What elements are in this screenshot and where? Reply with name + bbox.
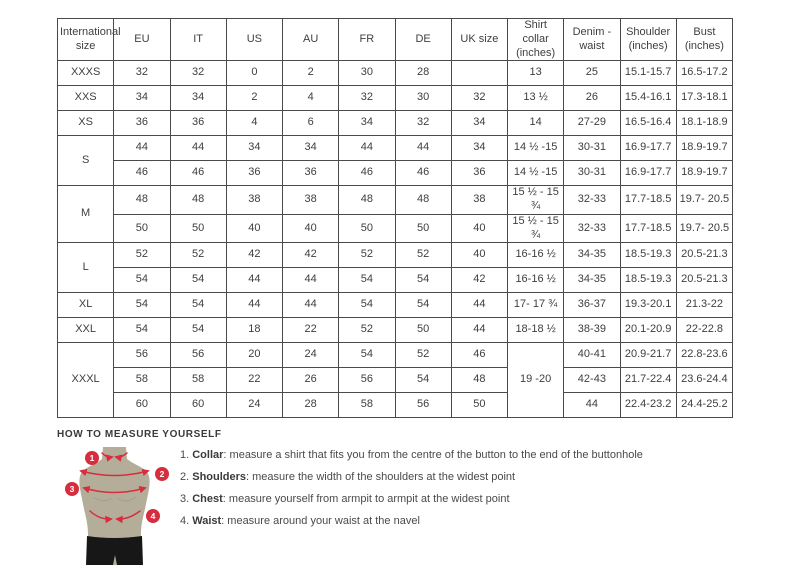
size-value-cell: 44	[114, 136, 170, 161]
size-value-cell: 17.7-18.5	[620, 214, 676, 243]
size-value-cell: 52	[395, 343, 451, 368]
size-value-cell: 30	[395, 86, 451, 111]
size-value-cell: 58	[339, 393, 395, 418]
figure-marker	[155, 467, 169, 481]
size-value-cell: 56	[339, 368, 395, 393]
size-value-cell: 48	[339, 186, 395, 215]
size-value-cell: 46	[114, 161, 170, 186]
column-header: Shoulder (inches)	[620, 19, 676, 61]
size-value-cell: 52	[170, 243, 226, 268]
size-value-cell: 48	[170, 186, 226, 215]
figure-marker	[65, 482, 79, 496]
size-chart-header	[58, 19, 733, 61]
size-value-cell: 32	[114, 61, 170, 86]
size-value-cell: 46	[395, 161, 451, 186]
size-value-cell: 42	[283, 243, 339, 268]
size-value-cell: 32	[451, 86, 507, 111]
size-value-cell: 60	[114, 393, 170, 418]
size-value-cell: 38	[226, 186, 282, 215]
table-row	[58, 136, 733, 161]
size-value-cell: 14 ½ -15	[508, 161, 564, 186]
size-value-cell: 15.4-16.1	[620, 86, 676, 111]
step-text: : measure around your waist at the navel	[221, 515, 420, 528]
size-value-cell: 24	[283, 343, 339, 368]
size-value-cell: 56	[395, 393, 451, 418]
size-value-cell: 21.7-22.4	[620, 368, 676, 393]
size-value-cell: 22	[226, 368, 282, 393]
size-value-cell: 38	[283, 186, 339, 215]
size-value-cell: 23.6-24.4	[676, 368, 732, 393]
size-value-cell: 20.9-21.7	[620, 343, 676, 368]
size-value-cell: 24.4-25.2	[676, 393, 732, 418]
size-value-cell: 40-41	[564, 343, 620, 368]
size-chart-table	[57, 18, 733, 418]
size-value-cell: 44	[170, 136, 226, 161]
size-value-cell: 54	[395, 268, 451, 293]
figure-marker	[146, 509, 160, 523]
size-value-cell: 36	[451, 161, 507, 186]
size-value-cell: 58	[170, 368, 226, 393]
mannequin-illustration	[57, 447, 175, 566]
step-text: : measure yourself from armpit to armpit at the widest point	[222, 493, 510, 506]
column-header: DE	[395, 19, 451, 61]
measure-step	[180, 449, 700, 461]
size-value-cell: 19.3-20.1	[620, 293, 676, 318]
column-header: Shirt collar (inches)	[508, 19, 564, 61]
size-value-cell: 32	[339, 86, 395, 111]
size-value-cell: 42	[226, 243, 282, 268]
size-value-cell: 52	[395, 243, 451, 268]
table-row	[58, 214, 733, 243]
size-value-cell: 44	[226, 268, 282, 293]
size-value-cell: 4	[226, 111, 282, 136]
size-value-cell: 54	[170, 268, 226, 293]
size-label-cell: XXL	[58, 318, 114, 343]
size-value-cell: 30	[339, 61, 395, 86]
size-value-cell: 42	[451, 268, 507, 293]
size-value-cell: 27-29	[564, 111, 620, 136]
column-header: International size	[58, 19, 114, 61]
size-value-cell: 20.5-21.3	[676, 243, 732, 268]
step-number: 4.	[180, 515, 193, 528]
measure-step	[180, 515, 700, 527]
svg-text:3: 3	[69, 484, 75, 494]
table-row	[58, 111, 733, 136]
table-row	[58, 393, 733, 418]
table-row	[58, 368, 733, 393]
size-value-cell: 54	[339, 293, 395, 318]
size-value-cell: 18-18 ½	[508, 318, 564, 343]
size-value-cell: 25	[564, 61, 620, 86]
column-header: AU	[283, 19, 339, 61]
size-value-cell: 50	[114, 214, 170, 243]
measure-step	[180, 493, 700, 505]
size-value-cell: 54	[114, 293, 170, 318]
size-value-cell: 54	[339, 268, 395, 293]
size-value-cell: 34	[170, 86, 226, 111]
size-value-cell: 36-37	[564, 293, 620, 318]
size-value-cell: 42-43	[564, 368, 620, 393]
column-header: IT	[170, 19, 226, 61]
measure-steps	[180, 449, 700, 537]
size-value-cell: 22	[283, 318, 339, 343]
size-value-cell: 32	[395, 111, 451, 136]
size-value-cell: 4	[283, 86, 339, 111]
size-value-cell: 54	[395, 368, 451, 393]
size-value-cell: 34	[114, 86, 170, 111]
size-value-cell: 44	[339, 136, 395, 161]
size-value-cell: 34	[339, 111, 395, 136]
size-value-cell: 16.9-17.7	[620, 161, 676, 186]
size-value-cell: 19.7- 20.5	[676, 186, 732, 215]
size-value-cell: 40	[451, 243, 507, 268]
size-value-cell: 46	[451, 343, 507, 368]
column-header: US	[226, 19, 282, 61]
step-text: : measure the width of the shoulders at the widest point	[246, 471, 516, 484]
size-value-cell: 36	[226, 161, 282, 186]
size-value-cell: 22.4-23.2	[620, 393, 676, 418]
size-value-cell: 58	[114, 368, 170, 393]
svg-text:2: 2	[159, 469, 165, 479]
figure-marker	[85, 451, 99, 465]
size-value-cell: 54	[339, 343, 395, 368]
size-value-cell: 17.7-18.5	[620, 186, 676, 215]
size-value-cell: 50	[339, 214, 395, 243]
size-value-cell: 40	[283, 214, 339, 243]
size-value-cell: 22-22.8	[676, 318, 732, 343]
measure-step	[180, 471, 700, 483]
size-value-cell: 56	[114, 343, 170, 368]
size-value-cell: 18.5-19.3	[620, 268, 676, 293]
size-value-cell: 44	[226, 293, 282, 318]
table-row	[58, 61, 733, 86]
size-value-cell: 36	[283, 161, 339, 186]
column-header: EU	[114, 19, 170, 61]
size-value-cell: 52	[339, 243, 395, 268]
table-row	[58, 268, 733, 293]
size-value-cell: 14 ½ -15	[508, 136, 564, 161]
size-value-cell: 36	[114, 111, 170, 136]
size-value-cell: 32	[170, 61, 226, 86]
size-value-cell: 48	[395, 186, 451, 215]
size-value-cell: 54	[114, 318, 170, 343]
size-value-cell: 28	[283, 393, 339, 418]
size-value-cell: 16-16 ½	[508, 268, 564, 293]
step-term: Collar	[192, 449, 224, 461]
size-label-cell: XXS	[58, 86, 114, 111]
size-label-cell: L	[58, 243, 114, 293]
size-value-cell: 18	[226, 318, 282, 343]
size-value-cell: 34-35	[564, 243, 620, 268]
size-value-cell: 34-35	[564, 268, 620, 293]
column-header: Denim - waist	[564, 19, 620, 61]
size-value-cell: 46	[339, 161, 395, 186]
header-row	[58, 19, 733, 61]
size-value-cell: 30-31	[564, 161, 620, 186]
size-value-cell: 19.7- 20.5	[676, 214, 732, 243]
size-value-cell: 40	[451, 214, 507, 243]
size-value-cell: 54	[395, 293, 451, 318]
size-value-cell: 28	[395, 61, 451, 86]
column-header: UK size	[451, 19, 507, 61]
size-chart-body	[58, 61, 733, 418]
size-value-cell: 44	[564, 393, 620, 418]
size-value-cell: 14	[508, 111, 564, 136]
size-label-cell: XXXL	[58, 343, 114, 418]
step-number: 2.	[180, 471, 193, 484]
size-value-cell: 34	[226, 136, 282, 161]
size-value-cell: 54	[114, 268, 170, 293]
size-value-cell: 18.1-18.9	[676, 111, 732, 136]
size-value-cell: 20	[226, 343, 282, 368]
size-value-cell: 50	[395, 214, 451, 243]
size-value-cell: 34	[283, 136, 339, 161]
step-text: : measure a shirt that fits you from the centre of the button to the end of the buttonhole	[223, 449, 643, 461]
size-value-cell: 15 ½ - 15 ¾	[508, 186, 564, 215]
size-value-cell: 26	[564, 86, 620, 111]
size-value-cell: 38	[451, 186, 507, 215]
size-value-cell: 0	[226, 61, 282, 86]
size-label-cell: S	[58, 136, 114, 186]
table-row	[58, 318, 733, 343]
size-value-cell: 32-33	[564, 186, 620, 215]
size-label-cell: XS	[58, 111, 114, 136]
size-value-cell: 6	[283, 111, 339, 136]
table-row	[58, 161, 733, 186]
size-value-cell: 36	[170, 111, 226, 136]
size-label-cell: M	[58, 186, 114, 243]
size-value-cell: 16.9-17.7	[620, 136, 676, 161]
size-value-cell: 56	[170, 343, 226, 368]
size-value-cell: 50	[395, 318, 451, 343]
size-value-cell: 44	[451, 318, 507, 343]
size-value-cell: 16.5-17.2	[676, 61, 732, 86]
mannequin-figure	[57, 447, 175, 566]
size-value-cell: 52	[114, 243, 170, 268]
size-value-cell: 20.1-20.9	[620, 318, 676, 343]
size-value-cell: 2	[226, 86, 282, 111]
table-row	[58, 243, 733, 268]
size-value-cell: 2	[283, 61, 339, 86]
size-value-cell	[451, 61, 507, 86]
size-value-cell: 18.9-19.7	[676, 136, 732, 161]
size-value-cell: 22.8-23.6	[676, 343, 732, 368]
size-value-cell: 52	[339, 318, 395, 343]
size-value-cell: 17- 17 ¾	[508, 293, 564, 318]
size-value-cell: 21.3-22	[676, 293, 732, 318]
size-value-cell: 20.5-21.3	[676, 268, 732, 293]
step-term: Shoulders	[192, 471, 247, 484]
size-value-cell: 30-31	[564, 136, 620, 161]
size-value-cell: 17.3-18.1	[676, 86, 732, 111]
size-label-cell: XL	[58, 293, 114, 318]
size-value-cell: 13	[508, 61, 564, 86]
svg-text:1: 1	[89, 453, 95, 463]
table-row	[58, 186, 733, 215]
size-value-cell: 19 -20	[508, 343, 564, 418]
size-value-cell: 44	[451, 293, 507, 318]
step-term: Waist	[192, 515, 222, 528]
size-value-cell: 48	[451, 368, 507, 393]
size-value-cell: 50	[170, 214, 226, 243]
size-value-cell: 13 ½	[508, 86, 564, 111]
size-value-cell: 40	[226, 214, 282, 243]
size-value-cell: 38-39	[564, 318, 620, 343]
size-value-cell: 54	[170, 318, 226, 343]
size-value-cell: 44	[283, 293, 339, 318]
size-value-cell: 18.9-19.7	[676, 161, 732, 186]
size-value-cell: 26	[283, 368, 339, 393]
svg-text:4: 4	[150, 511, 156, 521]
table-row	[58, 86, 733, 111]
size-value-cell: 16.5-16.4	[620, 111, 676, 136]
size-value-cell: 34	[451, 136, 507, 161]
size-value-cell: 34	[451, 111, 507, 136]
size-value-cell: 44	[395, 136, 451, 161]
size-value-cell: 50	[451, 393, 507, 418]
size-value-cell: 32-33	[564, 214, 620, 243]
table-row	[58, 293, 733, 318]
size-value-cell: 18.5-19.3	[620, 243, 676, 268]
column-header: Bust (inches)	[676, 19, 732, 61]
size-value-cell: 60	[170, 393, 226, 418]
step-term: Chest	[192, 493, 223, 506]
size-value-cell: 24	[226, 393, 282, 418]
step-number: 1.	[180, 449, 193, 461]
size-value-cell: 15 ½ - 15 ¾	[508, 214, 564, 243]
size-value-cell: 15.1-15.7	[620, 61, 676, 86]
size-value-cell: 46	[170, 161, 226, 186]
size-value-cell: 48	[114, 186, 170, 215]
size-value-cell: 44	[283, 268, 339, 293]
step-number: 3.	[180, 493, 193, 506]
size-value-cell: 16-16 ½	[508, 243, 564, 268]
table-row	[58, 343, 733, 368]
column-header: FR	[339, 19, 395, 61]
measure-heading: HOW TO MEASURE YOURSELF	[57, 429, 222, 440]
size-label-cell: XXXS	[58, 61, 114, 86]
size-value-cell: 54	[170, 293, 226, 318]
